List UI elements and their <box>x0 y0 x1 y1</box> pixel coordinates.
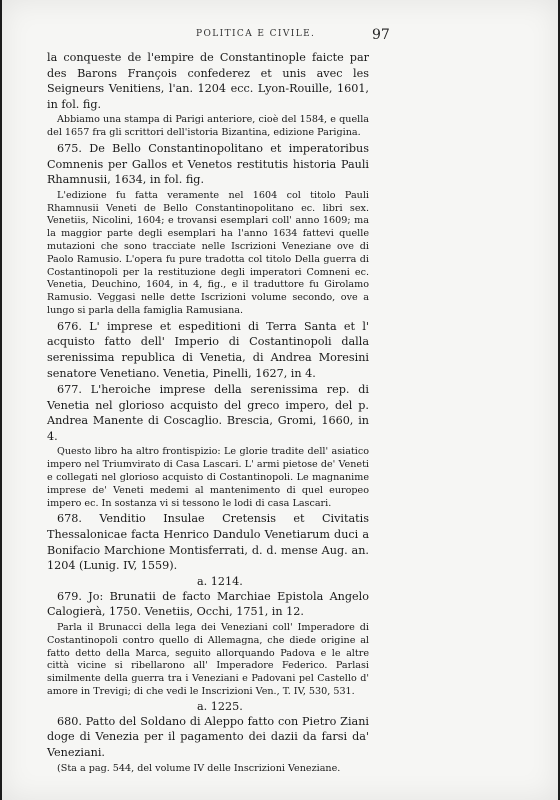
page-body <box>47 50 369 775</box>
page-number: 97 <box>372 27 390 43</box>
book-page <box>2 0 558 800</box>
catalog-entry-675: 675. De Bello Constantinopolitano et imperatoribus Comnenis per Gallos et Venetos restitutis historia Pauli Rhamnusii, 1634, in fol. fig. <box>47 141 369 187</box>
catalog-entry-677: 677. L'heroiche imprese della serenissima rep. di Venetia nel glorioso acquisto del greco impero, del p. Andrea Manente di Coscaglio. Brescia, Gromi, 1660, in 4. <box>47 383 369 443</box>
catalog-entry-679: 679. Jo: Brunatii de facto Marchiae Epistola Angelo Calogierà, 1750. Venetiis, Occhi, 1751, in 12. <box>47 589 369 619</box>
page-header <box>2 27 558 43</box>
note-paragraph: Abbiamo una stampa di Parigi anteriore, cioè del 1584, e quella del 1657 fra gli scrittori dell'istoria Bizantina, edizione Parigina. <box>47 114 369 139</box>
catalog-entry-680: 680. Patto del Soldano di Aleppo fatto con Pietro Ziani doge di Venezia per il pagamento dei dazii da farsi da' Veneziani. <box>47 714 369 759</box>
note-paragraph: L'edizione fu fatta veramente nel 1604 col titolo Pauli Rhamnusii Veneti de Bello Constantinopolitano ec. libri sex. Venetiis, Nicolini, 1604; e trovansi esemplari coll' anno 1609; ma la maggior parte degli esemplari ha l'anno 1634 fattevi quelle mutazioni che sono tracciate nelle Iscrizioni Veneziane ove di Paolo Ramusio. L'opera fu pure tradotta col titolo Della guerra di Costantinopoli per la restituzione degli imperatori Comneni ec. Venetia, Deuchino, 1604, in 4, fig., e il traduttore fu Girolamo Ramusio. Veggasi nelle dette Iscrizioni volume secondo, ove a lungo si parla della famiglia Ramusiana. <box>47 189 369 316</box>
running-title: POLITICA E CIVILE. <box>196 29 316 39</box>
year-heading: a. 1225. <box>197 699 243 713</box>
catalog-entry-676: 676. L' imprese et espeditioni di Terra Santa et l' acquisto fatto dell' Imperio di Costantinopoli dalla serenissima republica di Venetia, di Andrea Moresini senatore Venetiano. Venetia, Pinelli, 1627, in 4. <box>47 319 369 380</box>
catalog-entry-678: 678. Venditio Insulae Cretensis et Civitatis Thessalonicae facta Henrico Dandulo Venetiarum duci a Bonifacio Marchione Montisferrati, d. d. mense Aug. an. 1204 (Lunig. IV, 1559). <box>47 512 369 573</box>
note-paragraph: Questo libro ha altro frontispizio: Le glorie tradite dell' asiatico impero nel Triumvirato di Casa Lascari. L' armi pietose de' Veneti e collegati nel glorioso acquisto di Costantinopoli. Le magnanime imprese de' Veneti medemi al mantenimento di quel europeo impero ec. In sostanza vi si tessono le lodi di casa Lascari. <box>47 446 369 509</box>
entry-continuation: la conqueste de l'empire de Constantinople faicte par des Barons François confederez et unis avec les Seigneurs Venitiens, l'an. 1204 ecc. Lyon-Rouille, 1601, in fol. fig. <box>47 51 369 111</box>
note-paragraph: Parla il Brunacci della lega dei Veneziani coll' Imperadore di Costantinopoli contro quello di Allemagna, che diede origine al fatto detto della Marca, seguito allorquando Padova e le altre città vicine si ribellarono all' Imperadore Federico. Parlasi similmente della guerra tra i Veneziani e Padovani pel Castello d' amore in Trevigi; di che vedi le Inscrizioni Ven., T. IV, 530, 531. <box>47 622 369 697</box>
year-heading: a. 1214. <box>197 574 243 588</box>
note-paragraph: (Sta a pag. 544, del volume IV delle Inscrizioni Veneziane. <box>57 762 341 774</box>
